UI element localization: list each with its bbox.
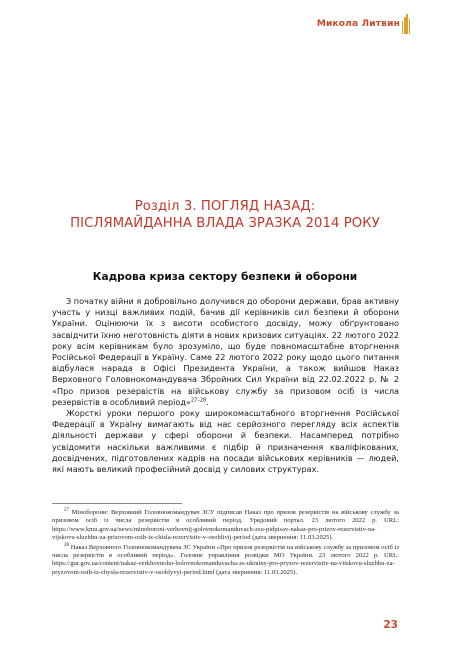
footnote-number: 27: [64, 507, 69, 513]
chapter-title: [30, 198, 420, 232]
footnote-divider: [52, 503, 182, 504]
paragraph: Жорсткі уроки першого року широкомасштабного вторгнення Російської Федерації в Україну вимагають від нас серйозного перегляду всіх аспектів діяльності держави у сфері оборони й безпеки. Насамперед потрібно усвідомити наскільки важливими є підбір й призначення кваліфікованих, досвідчених, підготовлених кадрів на посади військових керівників — людей, які мають великий професійний досвід у силових структурах.: [52, 408, 399, 475]
page-number: 23: [383, 619, 398, 631]
chapter-title-line-1: Розділ 3. ПОГЛЯД НАЗАД:: [134, 199, 316, 214]
footnote: $^{28}$ Наказ Верховного Головнокомандувача ЗС України «Про призов резервістів на військову службу за призовом осіб із числа резервістів в особливий період». Головне управління розвідки МО України. 23 лютого 2022 р. URL: https://gur.gov.ua/content/nakaz-verkhovnoho-holovnokomanduvacha-zs-ukrainy-pro-pryzov-rezervistiv-na-viiskovu-sluzhbu-za-pryzovom-osib-iz-chysla-rezervistiv-v-osoblyvyi-period.html (дата звернення: 11.03.2025).: [52, 542, 399, 576]
running-head-author: Микола Литвин: [316, 19, 400, 29]
section-title: Кадрова криза сектору безпеки й оборони: [92, 271, 358, 283]
page-header: [0, 8, 450, 36]
chapter-title-line-2: ПІСЛЯМАЙДАННА ВЛАДА ЗРАЗКА 2014 РОКУ: [70, 216, 380, 231]
paragraph: З початку війни я добровільно долучився до оборони держави, брав активну участь у низці важливих подій, бачив дії керівників сил безпеки й оборони України. Оцінюючи їх з висоти особистого досвіду, можу обґрунтовано засвідчити їхню неготовність діяти в нових кризових ситуаціях. 22 лютого 2022 року всім керівникам було зрозуміло, що буде повномасштабне вторгнення Російської Федерації в Україну. Саме 22 лютого 2022 року щодо цього питання відбулася нарада в Офісі Президента України, а також вийшов Наказ Верховного Головнокомандувача Збройних Сил України від 22.02.2022 р. № 2 «Про призов резервістів на військову службу за призовом осіб із числа резервістів в особливий період»$^{27-28}$.: [52, 296, 399, 407]
footnote-number: 28: [64, 542, 69, 548]
body-text: [52, 296, 399, 475]
footnote: $^{27}$ Міноборони: Верховний Головнокомандувач ЗСУ підписав Наказ про призов резервістів на військову службу за призовом осіб із числа резервістів в особливий період. Урядовий портал. 23 лютого 2022 р. URL: https://www.kmu.gov.ua/news/minoboroni-verhovnij-golovnokomanduvach-zsu-pidpisav-nakaz-pro-prizov-rezervistiv-na-vijskovu-sluzhbu-za-prizovom-osib-iz-chisla-rezervistiv-v-osoblivij-period (дата звернення: 11.03.2025).: [52, 507, 399, 542]
footnote-reference[interactable]: 27–28: [191, 397, 207, 404]
vertical-bars-icon: [402, 14, 410, 34]
footnotes: [52, 509, 399, 578]
